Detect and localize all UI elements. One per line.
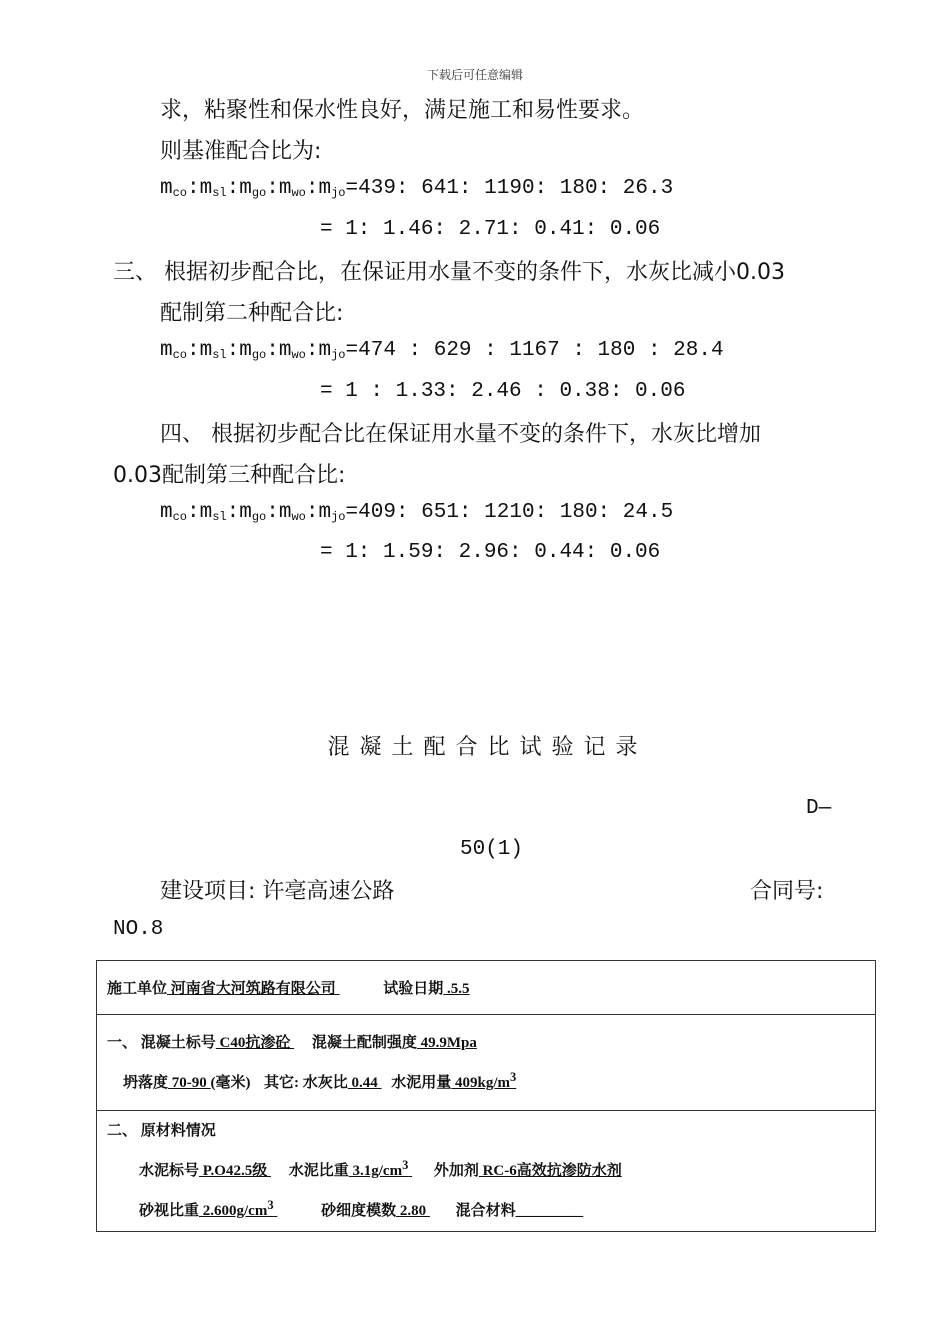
section-4-line-1: 四、 根据初步配合比在保证用水量不变的条件下，水灰比增加 [160,422,761,447]
sand-density-value: $2.600g/cm^3$ [199,1198,274,1219]
ratio-formula-1: $m_{co}:m_{sl}:m_{go}:m_{wo}:m_{jo}=439$: 641: 1190: 180: 26.3 [160,177,674,200]
cement-line [107,1148,865,1188]
water-label: 水泥用量 [391,1074,452,1091]
admixture-label: 外加剂 [433,1163,479,1179]
wc-value: 0.44 [347,1074,382,1091]
ratio-formula-3: $m_{co}:m_{sl}:m_{go}:m_{wo}:m_{jo}=409$: 651: 1210: 180: 24.5 [160,501,674,524]
ratio-values-2: =474 : 629 : 1167 : 180 : 28.4 [345,339,724,362]
slump-value: 70-90 [168,1074,211,1091]
mixed-material-label: 混合材料 [455,1203,516,1219]
section-4-line-2: 0.03配制第三种配合比: [113,463,346,488]
test-date-label: 试验日期 [383,981,444,997]
section-3-line-1: 三、 根据初步配合比，在保证用水量不变的条件下，水灰比减小0.03 [113,260,785,285]
fineness-value: 2.80 [396,1203,430,1219]
record-cell-materials [97,1111,876,1232]
other-label: 其它: 水灰比 [264,1074,348,1091]
section-3-line-2: 配制第二种配合比: [160,301,344,326]
ratio-normalized-2: = 1 : 1.33: 2.46 : 0.38: 0.06 [320,380,686,403]
contract-number: NO.8 [113,918,164,941]
cement-label: 水泥标号 [139,1163,200,1179]
cement-density-value: $3.1g/cm^3$ [348,1158,409,1179]
record-code-number: 50(1) [460,838,524,861]
materials-heading: 二、 原材料情况 [107,1123,216,1139]
strength-label: 混凝土配制强度 [311,1034,417,1051]
grade-label: 一、 混凝土标号 [107,1034,216,1051]
grade-value: C40抗渗砼 [215,1034,295,1051]
contract-label: 合同号: [750,879,824,904]
body-line-1: 求，粘聚性和保水性良好，满足施工和易性要求。 [160,98,645,123]
slump-unit: (毫米) [210,1074,251,1091]
mixed-material-value: _________ [515,1203,584,1219]
ratio-values-3: =409: 651: 1210: 180: 24.5 [345,501,674,524]
record-row-materials [97,1111,876,1232]
sand-density-label: 砂视比重 [139,1203,200,1219]
header-note: 下载后可任意编辑 [426,68,523,82]
project-label: 建设项目: 许亳高速公路 [160,879,395,904]
cement-value: P.O42.5级 [199,1163,271,1179]
sand-line [107,1188,865,1228]
record-code-prefix: D— [806,797,832,820]
slump-label: 坍落度 [123,1074,169,1091]
ratio-formula-2: $m_{co}:m_{sl}:m_{go}:m_{wo}:m_{jo}=474$ : 629 : 1167 : 180 : 28.4 [160,339,724,362]
company-label: 施工单位 [107,981,168,997]
record-row-company [97,961,876,1015]
admixture-value: RC-6高效抗渗防水剂 [478,1163,622,1179]
grade-line [107,1026,865,1060]
strength-value: 49.9Mpa [416,1034,477,1051]
cement-density-label: 水泥比重 [288,1163,349,1179]
record-cell-company [97,961,876,1015]
record-row-grade [97,1015,876,1111]
test-date-value: .5.5 [443,981,470,997]
ratio-values-1: =439: 641: 1190: 180: 26.3 [345,177,674,200]
water-value: $409kg/m^3$ [451,1069,517,1091]
record-table [96,960,876,1232]
ratio-normalized-1: = 1: 1.46: 2.71: 0.41: 0.06 [320,218,661,241]
slump-line [107,1060,865,1100]
fineness-label: 砂细度模数 [321,1203,397,1219]
record-cell-grade [97,1015,876,1111]
company-value: 河南省大河筑路有限公司 [167,981,340,997]
ratio-normalized-3: = 1: 1.59: 2.96: 0.44: 0.06 [320,541,661,564]
body-line-2: 则基准配合比为: [160,139,322,164]
record-title: 混凝土配合比试验记录 [327,735,648,760]
